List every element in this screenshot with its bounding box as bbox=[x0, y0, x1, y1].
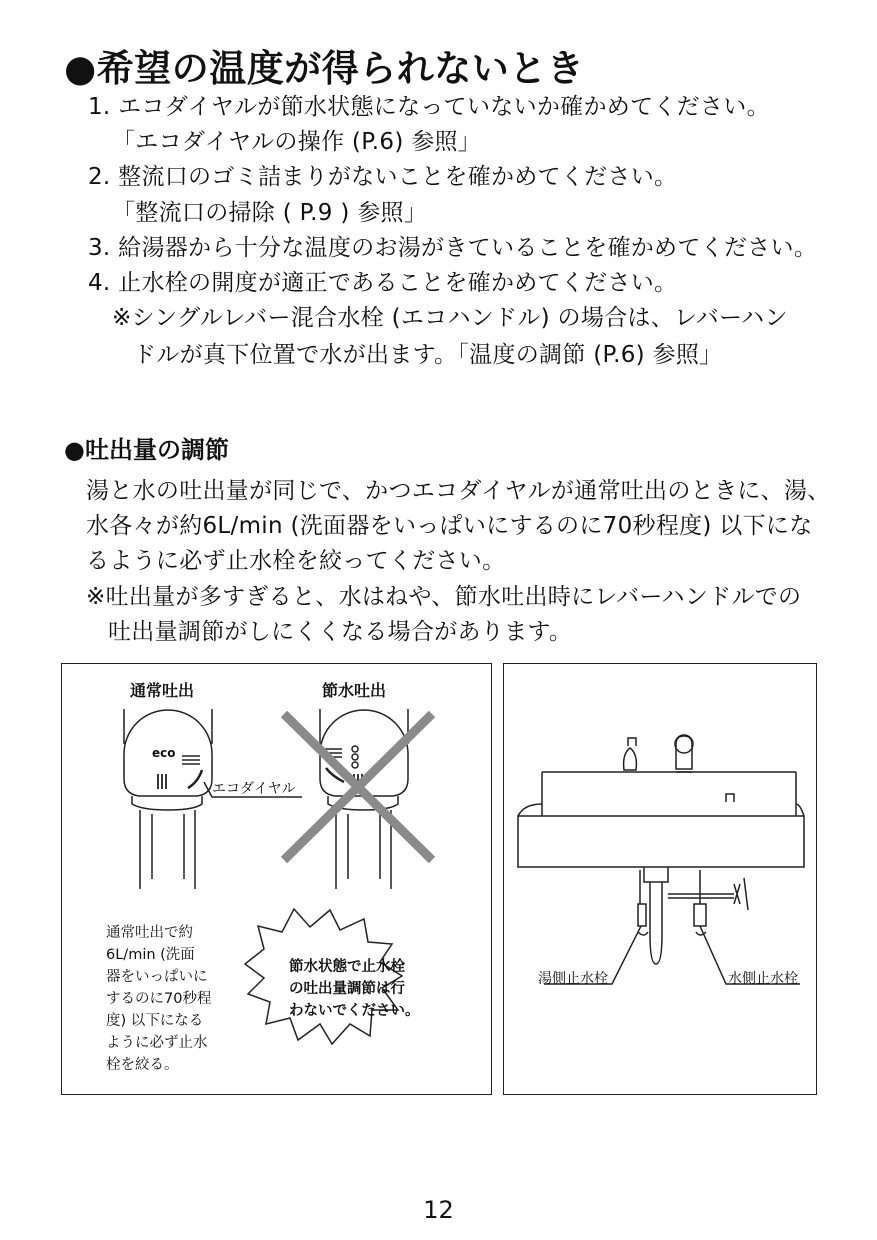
item-4: 4. 止水栓の開度が適正であることを確かめてください。 bbox=[88, 270, 678, 296]
normal-discharge-note: 通常吐出で約 6L/min (洗面 器をいっぱいに するのに70秒程 度) 以下になる ように必ず止水 栓を絞る。 bbox=[106, 925, 212, 1073]
item-1: 1. エコダイヤルが節水状態になっていないか確かめてください。 bbox=[88, 94, 770, 120]
item-2: 2. 整流口のゴミ詰まりがないことを確かめてください。 bbox=[88, 164, 678, 190]
figure-basin-panel bbox=[503, 663, 817, 1095]
label-normal-discharge: 通常吐出 bbox=[130, 681, 195, 700]
label-saving-discharge: 節水吐出 bbox=[322, 681, 387, 700]
item-4-note: ※シングルレバー混合水栓 (エコハンドル) の場合は、レバーハン bbox=[112, 305, 788, 331]
section-heading-flow: ●吐出量の調節 bbox=[64, 436, 229, 464]
warning-burst-text: 節水状態で止水栓 の吐出量調節は行 わないでください。 bbox=[289, 959, 420, 1019]
figure-faucet-panel bbox=[61, 663, 492, 1095]
item-2-ref: 「整流口の掃除 ( P.9 ) 参照」 bbox=[112, 200, 428, 226]
flow-text-2: 水各々が約6L/min (洗面器をいっぱいにするのに70秒程度) 以下にな bbox=[86, 513, 813, 539]
basin-illustration bbox=[504, 664, 818, 1096]
eco-mark: eco bbox=[152, 746, 176, 760]
flow-note-2: 吐出量調節がしにくくなる場合があります。 bbox=[108, 619, 573, 645]
item-1-ref: 「エコダイヤルの操作 (P.6) 参照」 bbox=[112, 129, 482, 155]
flow-text-1: 湯と水の吐出量が同じで、かつエコダイヤルが通常吐出のときに、湯、 bbox=[86, 478, 831, 504]
hot-water-stop-valve-label: 湯側止水栓 bbox=[538, 971, 608, 987]
flow-text-3: るように必ず止水栓を絞ってください。 bbox=[86, 548, 506, 574]
item-3: 3. 給湯器から十分な温度のお湯がきていることを確かめてください。 bbox=[88, 235, 818, 261]
eco-dial-label: エコダイヤル bbox=[212, 781, 296, 797]
section-heading-temperature: ●希望の温度が得られないとき bbox=[64, 47, 585, 90]
page-number: 12 bbox=[423, 1196, 454, 1224]
item-4-note-cont: ドルが真下位置で水が出ます。「温度の調節 (P.6) 参照」 bbox=[133, 342, 723, 368]
flow-note-1: ※吐出量が多すぎると、水はねや、節水吐出時にレバーハンドルでの bbox=[86, 584, 802, 610]
cold-water-stop-valve-label: 水側止水栓 bbox=[728, 971, 798, 987]
